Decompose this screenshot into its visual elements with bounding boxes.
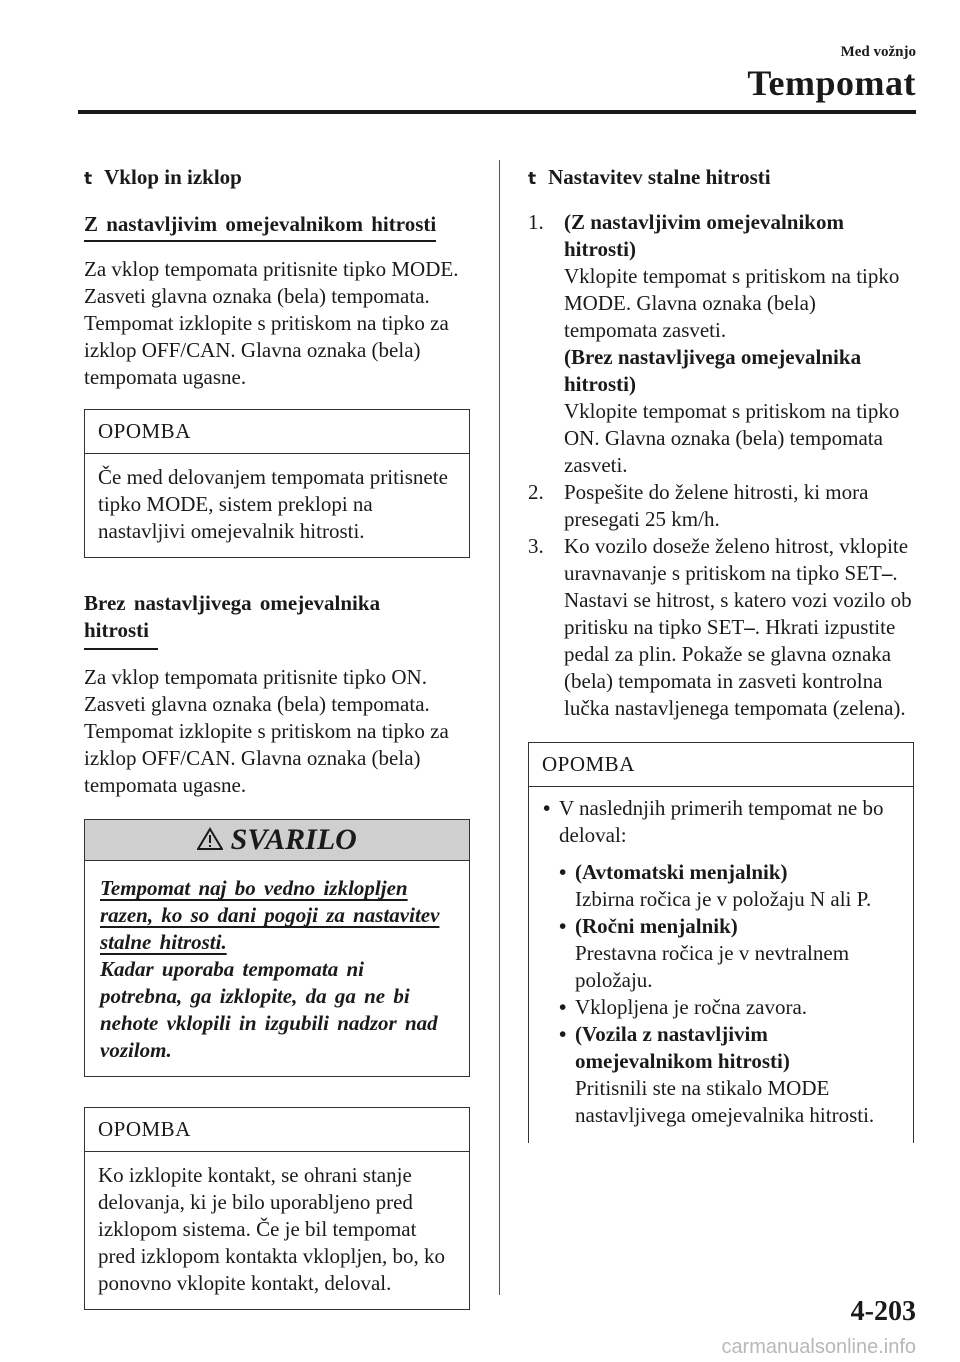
- note-text: Če med delovanjem tempomata pritisnete tipko MODE, sistem preklopi na nastavljivi omejevalnik hitrosti.: [98, 465, 448, 543]
- item-text: Prestavna ročica je v nevtralnem položaju.: [575, 941, 850, 992]
- warning-emphasis: Tempomat naj bo vedno izklopljen razen, ko so dani pogoji za nastavitev stalne hitrosti.: [100, 876, 440, 954]
- heading-marker: t: [84, 169, 93, 189]
- list-item: [559, 1021, 901, 1129]
- heading-text-2: Nastavitev stalne hitrosti: [548, 165, 771, 189]
- right-column: [528, 164, 914, 1143]
- subheading-with-limiter: Z nastavljivim omejevalnikom hitrosti: [84, 211, 436, 242]
- section-label: Med vožnjo: [840, 44, 916, 60]
- note-intro: [543, 795, 901, 849]
- warning-title: SVARILO: [230, 823, 357, 856]
- item-heading: (Vozila z nastavljivim omejevalnikom hitrosti): [575, 1022, 790, 1073]
- heading-marker-2: t: [528, 169, 537, 189]
- item-heading: (Avtomatski menjalnik): [575, 860, 788, 884]
- step-number: 1.: [528, 210, 544, 234]
- step-3-text-c: . Hkrati izpustite pedal za plin. Pokaže se glavna oznaka (bela) tempomata in zasveti kontrolna lučka nastavljenega tempomata (zelena).: [564, 615, 906, 720]
- paragraph-without-limiter: Za vklop tempomata pritisnite tipko ON. Zasveti glavna oznaka (bela) tempomata. Tempomat izklopite s pritiskom na tipko za izklop OFF/CAN. Glavna oznaka (bela) tempomata ugasne.: [84, 665, 449, 797]
- note-intro-text: V naslednjih primerih tempomat ne bo deloval:: [559, 796, 884, 847]
- list-item: [559, 994, 901, 1021]
- step-2: [528, 479, 914, 533]
- step-number: 3.: [528, 534, 544, 558]
- step-3-text-a: Ko vozilo doseže želeno hitrost, vklopite uravnavanje s pritiskom na tipko SET: [564, 534, 909, 585]
- watermark: carmanualsonline.info: [721, 1336, 916, 1358]
- step-1-variant-no-limiter: (Brez nastavljivega omejevalnika hitrosti): [564, 345, 862, 396]
- bullet-icon: •: [559, 995, 567, 1019]
- step-1-text-no-limiter: Vklopite tempomat s pritiskom na tipko ON. Glavna oznaka (bela) tempomata zasveti.: [564, 399, 900, 477]
- step-2-text: Pospešite do želene hitrosti, ki mora presegati 25 km/h.: [564, 480, 869, 531]
- subheading-underline: [84, 648, 158, 650]
- note-title-3: OPOMBA: [529, 743, 913, 787]
- step-1-variant-limiter: (Z nastavljivim omejevalnikom hitrosti): [564, 210, 844, 261]
- item-heading: (Ročni menjalnik): [575, 914, 738, 938]
- list-item: [559, 913, 901, 994]
- note-box: [84, 409, 470, 558]
- item-text: Vklopljena je ročna zavora.: [575, 995, 808, 1019]
- set-minus-icon: –: [881, 561, 893, 585]
- note-title: OPOMBA: [85, 410, 469, 454]
- section-heading-set-speed: [528, 164, 914, 193]
- note-box-3: [528, 742, 914, 1143]
- column-divider: [499, 160, 500, 1295]
- list-item: [559, 859, 901, 913]
- left-column: [84, 164, 470, 1310]
- warning-triangle-icon: [197, 827, 223, 851]
- bullet-icon: •: [559, 1022, 567, 1046]
- note-box-2: [84, 1107, 470, 1310]
- header-rule: [78, 110, 916, 114]
- warning-text: Kadar uporaba tempomata ni potrebna, ga izklopite, da ga ne bi nehote vklopili in izgubili nadzor nad vozilom.: [100, 957, 438, 1062]
- item-text: Pritisnili ste na stikalo MODE nastavljivega omejevalnika hitrosti.: [575, 1076, 875, 1127]
- paragraph-with-limiter: Za vklop tempomata pritisnite tipko MODE. Zasveti glavna oznaka (bela) tempomata. Tempomat izklopite s pritiskom na tipko za izklop OFF/CAN. Glavna oznaka (bela) tempomata ugasne.: [84, 257, 459, 389]
- warning-header: [85, 820, 469, 861]
- page-number: 4-203: [850, 1296, 916, 1327]
- step-3: [528, 533, 914, 722]
- step-1-text-limiter: Vklopite tempomat s pritiskom na tipko MODE. Glavna oznaka (bela) tempomata zasveti.: [564, 264, 900, 342]
- page-title: Tempomat: [747, 63, 916, 103]
- step-number: 2.: [528, 480, 544, 504]
- bullet-icon: •: [543, 796, 551, 820]
- warning-box: [84, 819, 470, 1077]
- step-3-text-b: . Nastavi se hitrost, s katero vozi vozilo ob pritisku na tipko SET: [564, 561, 912, 639]
- condition-list: [543, 859, 901, 1129]
- subheading-without-limiter: Brez nastavljivega omejevalnika hitrosti: [84, 591, 381, 642]
- note-title-2: OPOMBA: [85, 1108, 469, 1152]
- item-text: Izbirna ročica je v položaju N ali P.: [575, 887, 872, 911]
- bullet-icon: •: [559, 914, 567, 938]
- step-1: [528, 209, 914, 479]
- heading-text: Vklop in izklop: [104, 165, 242, 189]
- section-heading-on-off: [84, 164, 470, 193]
- bullet-icon: •: [559, 860, 567, 884]
- note-text-2: Ko izklopite kontakt, se ohrani stanje delovanja, ki je bilo uporabljeno pred izklopom sistema. Če je bil tempomat pred izklopom kontakta vklopljen, bo, ko ponovno vklopite kontakt, deloval.: [98, 1163, 446, 1295]
- set-minus-icon: –: [744, 615, 755, 639]
